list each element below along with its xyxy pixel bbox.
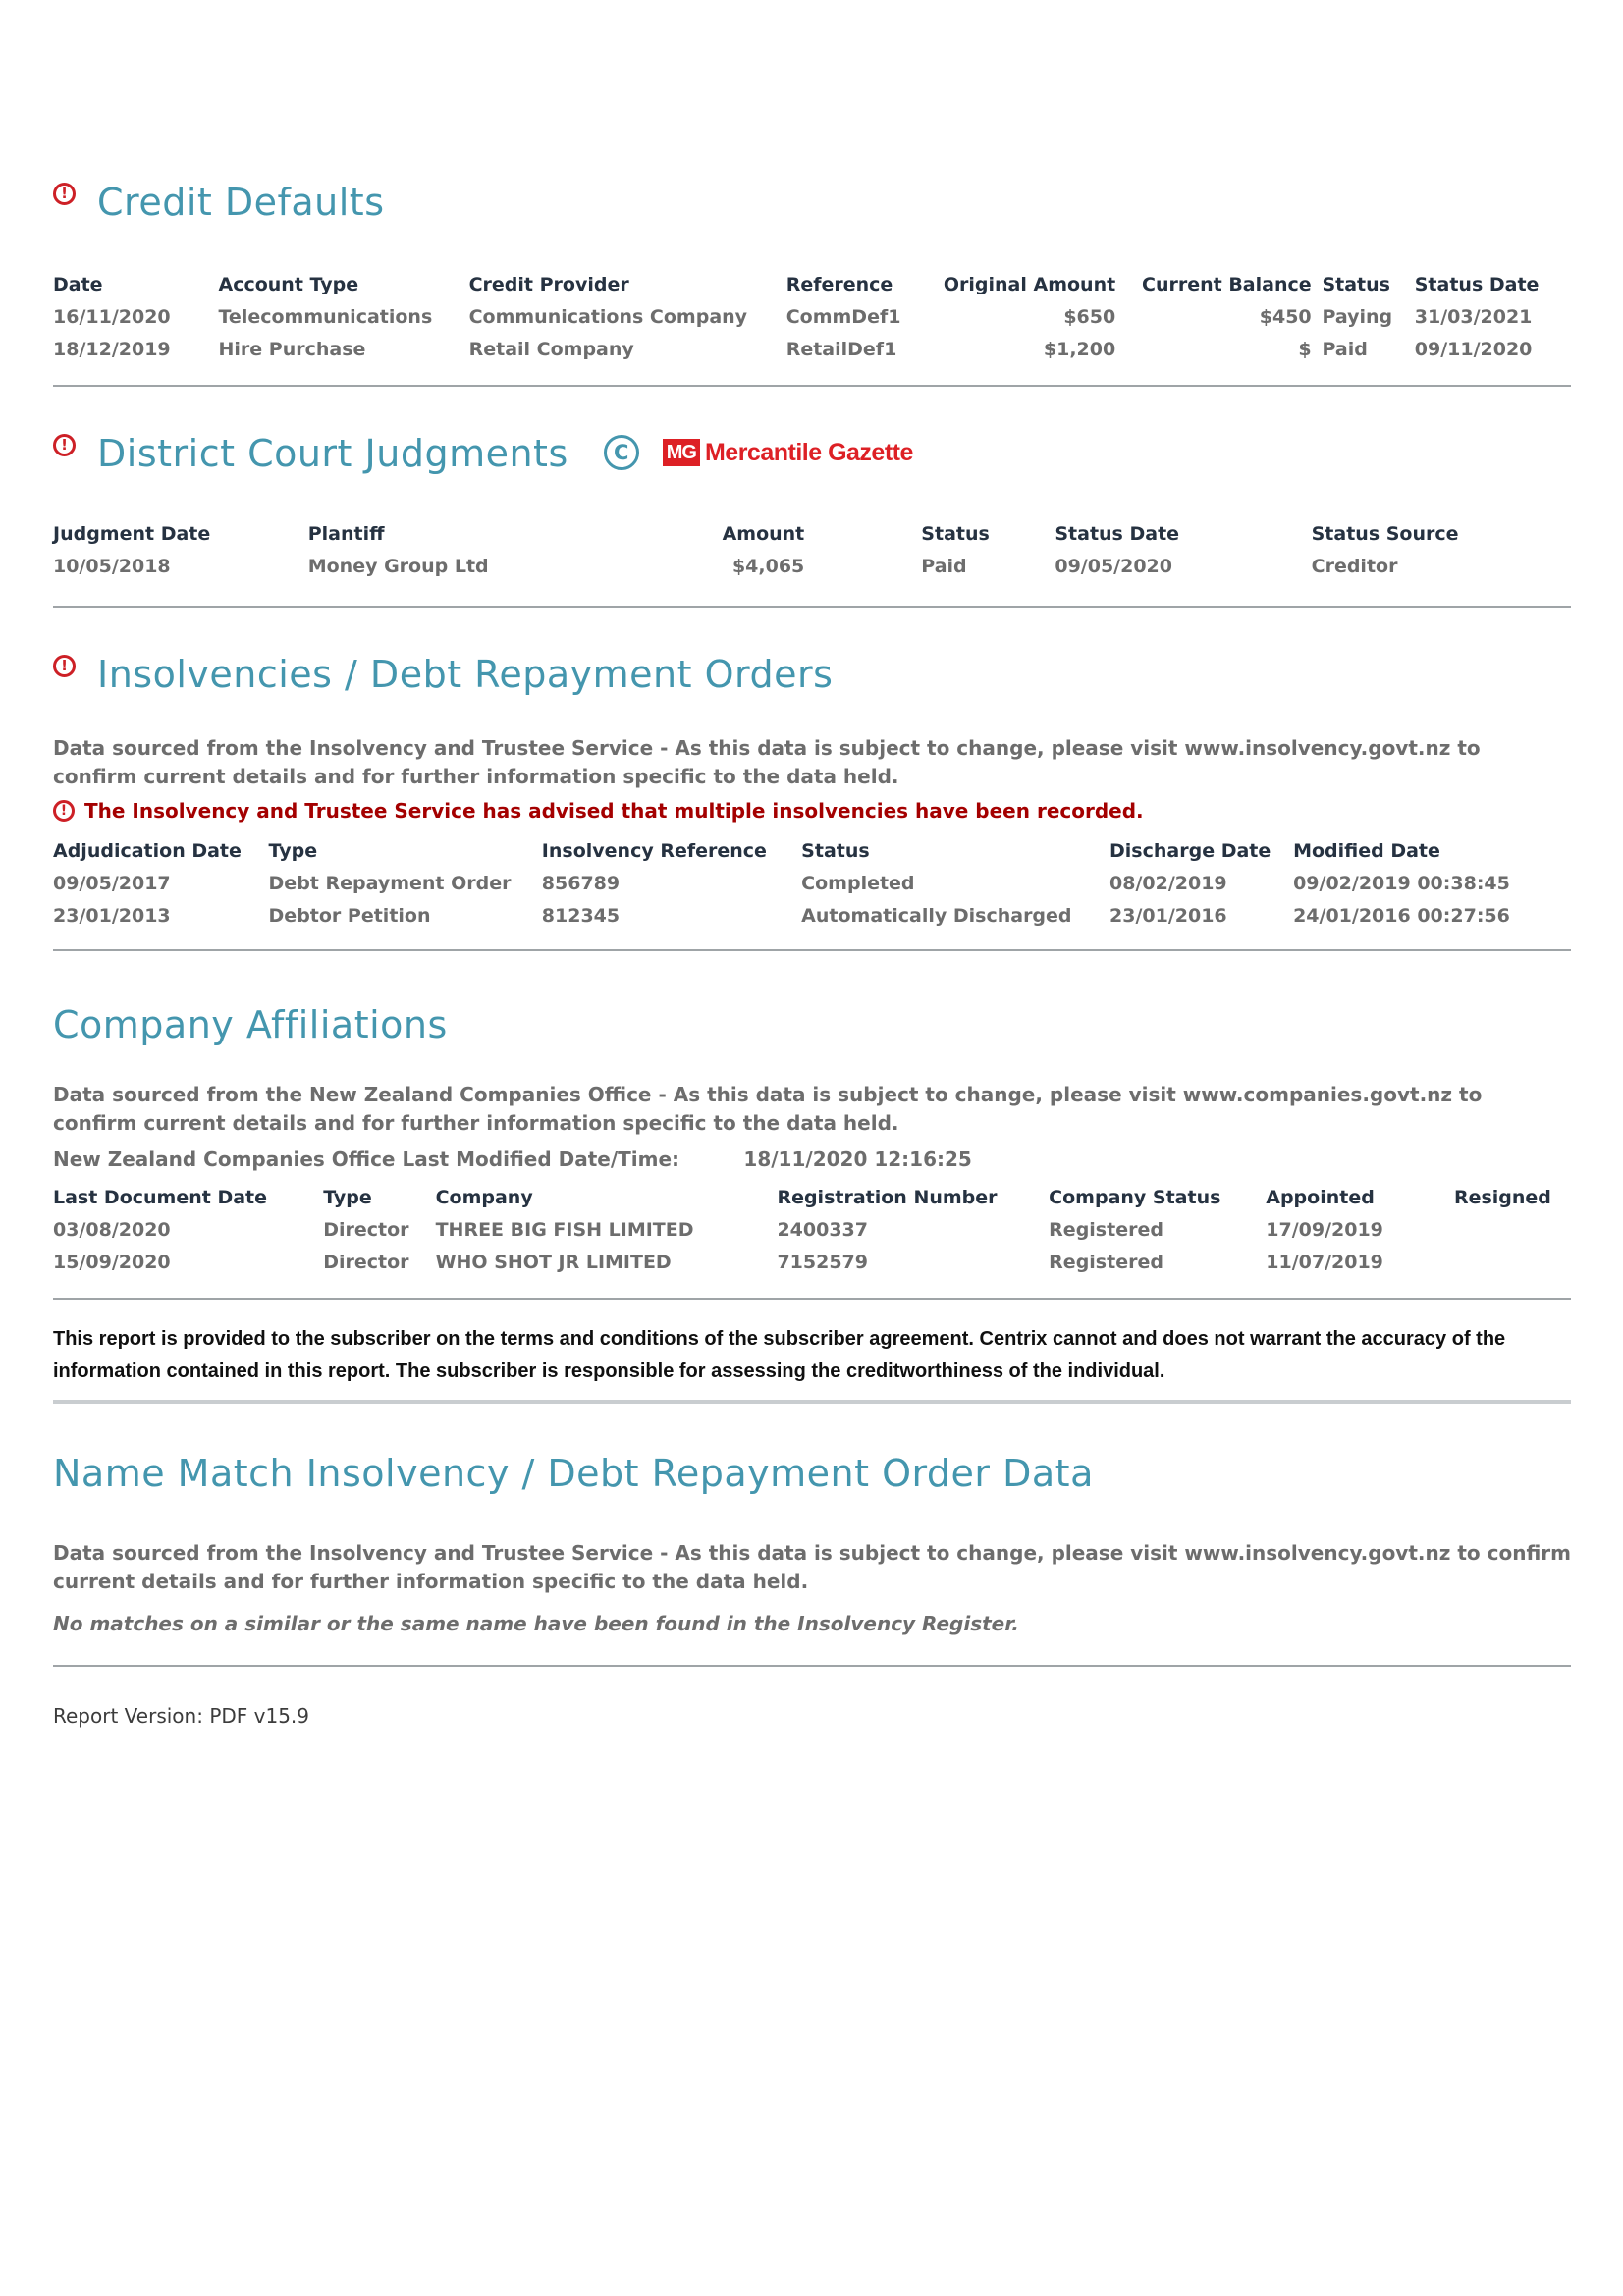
table-cell: Retail Company xyxy=(468,339,634,360)
column-header: Type xyxy=(268,840,318,862)
table-header-row xyxy=(53,840,1571,873)
credit-defaults-table xyxy=(53,274,1571,371)
table-cell: Registered xyxy=(1049,1219,1163,1241)
no-match-note: No matches on a similar or the same name have been found in the Insolvency Register. xyxy=(53,1612,1019,1635)
table-cell: Creditor xyxy=(1311,556,1398,577)
table-cell: 09/02/2019 00:38:45 xyxy=(1293,873,1510,894)
company-affiliations-source-note: Data sourced from the New Zealand Companies Office - As this data is subject to change, please visit www.companies.govt.nz to confirm current details and for further information specific to the data held. xyxy=(53,1083,1483,1135)
mg-logo-text: Mercantile Gazette xyxy=(704,438,913,466)
table-cell: THREE BIG FISH LIMITED xyxy=(435,1219,694,1241)
column-header: Current Balance xyxy=(1142,274,1312,295)
table-header-row xyxy=(53,1187,1571,1219)
section-title: Name Match Insolvency / Debt Repayment Order Data xyxy=(53,1452,1094,1495)
report-version-label: Report Version: xyxy=(53,1704,203,1728)
column-header: Status xyxy=(921,523,990,545)
section-divider xyxy=(53,606,1571,608)
table-cell: 31/03/2021 xyxy=(1414,306,1533,328)
insolvencies-alert xyxy=(53,797,1571,825)
table-cell: 09/05/2017 xyxy=(53,873,171,894)
last-modified-label: New Zealand Companies Office Last Modified Date/Time: xyxy=(53,1148,680,1171)
report-version xyxy=(53,1704,1571,1728)
table-row xyxy=(53,556,1571,588)
companies-office-last-modified xyxy=(53,1148,1571,1173)
column-header: Credit Provider xyxy=(468,274,629,295)
insolvencies-source-note: Data sourced from the Insolvency and Trustee Service - As this data is subject to change, please visit www.insolvency.govt.nz to confirm current details and for further information specific to the data held. xyxy=(53,736,1481,788)
table-cell: 16/11/2020 xyxy=(53,306,171,328)
table-cell: 11/07/2019 xyxy=(1266,1252,1383,1273)
column-header: Account Type xyxy=(218,274,359,295)
table-cell: Communications Company xyxy=(468,306,748,328)
subscriber-disclaimer: This report is provided to the subscriber on the terms and conditions of the subscriber agreement. Centrix cannot and does not warrant the accuracy of the information contained in this report. The subscriber is responsible for assessing the creditworthiness of the individual. xyxy=(53,1328,1506,1382)
column-header: Adjudication Date xyxy=(53,840,242,862)
section-title: District Court Judgments xyxy=(97,432,568,475)
report-version-value: PDF v15.9 xyxy=(209,1704,310,1728)
mg-logo-badge: MG xyxy=(663,439,700,466)
table-cell: Director xyxy=(323,1219,409,1241)
table-cell: CommDef1 xyxy=(785,306,901,328)
table-cell: 08/02/2019 xyxy=(1109,873,1227,894)
table-cell: Automatically Discharged xyxy=(801,905,1072,927)
table-cell: 812345 xyxy=(541,905,621,927)
table-header-row xyxy=(53,274,1571,306)
table-cell: Debtor Petition xyxy=(268,905,431,927)
credit-defaults-heading xyxy=(53,180,1571,225)
table-cell: 18/12/2019 xyxy=(53,339,171,360)
table-cell: $450 xyxy=(1259,306,1312,328)
copyright-icon: C xyxy=(604,435,639,470)
table-cell: 10/05/2018 xyxy=(53,556,171,577)
table-cell: 24/01/2016 00:27:56 xyxy=(1293,905,1510,927)
table-cell: 09/05/2020 xyxy=(1055,556,1172,577)
column-header: Status Date xyxy=(1055,523,1180,545)
column-header: Status xyxy=(801,840,870,862)
table-cell: 03/08/2020 xyxy=(53,1219,171,1241)
table-cell: 17/09/2019 xyxy=(1266,1219,1383,1241)
table-cell: Completed xyxy=(801,873,915,894)
warning-icon: ! xyxy=(53,655,76,677)
warning-icon: ! xyxy=(53,434,76,456)
column-header: Status xyxy=(1322,274,1390,295)
table-cell: 15/09/2020 xyxy=(53,1252,171,1273)
last-modified-value: 18/11/2020 12:16:25 xyxy=(743,1148,972,1171)
table-header-row xyxy=(53,523,1571,556)
column-header: Judgment Date xyxy=(53,523,211,545)
column-header: Plantiff xyxy=(307,523,385,545)
alert-text: The Insolvency and Trustee Service has advised that multiple insolvencies have been recorded. xyxy=(84,799,1144,823)
table-cell: Money Group Ltd xyxy=(307,556,489,577)
column-header: Reference xyxy=(785,274,893,295)
table-cell: $650 xyxy=(1063,306,1116,328)
table-cell: $4,065 xyxy=(731,556,805,577)
district-court-judgments-table xyxy=(53,523,1571,588)
column-header: Amount xyxy=(722,523,805,545)
section-title: Insolvencies / Debt Repayment Orders xyxy=(97,653,834,696)
section-divider xyxy=(53,949,1571,951)
report-content xyxy=(53,0,1571,1728)
district-court-judgments-heading xyxy=(53,431,1571,476)
table-cell: 7152579 xyxy=(777,1252,868,1273)
table-row xyxy=(53,339,1571,371)
table-cell: Paying xyxy=(1322,306,1393,328)
company-affiliations-heading xyxy=(53,1002,1571,1047)
company-affiliations-table xyxy=(53,1187,1571,1284)
table-cell: Telecommunications xyxy=(218,306,433,328)
section-divider xyxy=(53,1298,1571,1300)
column-header: Company Status xyxy=(1049,1187,1221,1208)
column-header: Original Amount xyxy=(943,274,1116,295)
table-row xyxy=(53,905,1571,937)
table-cell: Hire Purchase xyxy=(218,339,366,360)
column-header: Modified Date xyxy=(1293,840,1440,862)
column-header: Type xyxy=(323,1187,372,1208)
section-divider xyxy=(53,385,1571,387)
thick-divider xyxy=(53,1400,1571,1404)
table-cell: Paid xyxy=(1322,339,1368,360)
section-title: Credit Defaults xyxy=(97,181,385,224)
warning-icon: ! xyxy=(53,183,76,205)
column-header: Registration Number xyxy=(777,1187,998,1208)
table-row xyxy=(53,306,1571,339)
table-row xyxy=(53,873,1571,905)
table-cell: RetailDef1 xyxy=(785,339,897,360)
table-cell: $1,200 xyxy=(1043,339,1116,360)
column-header: Discharge Date xyxy=(1109,840,1271,862)
column-header: Appointed xyxy=(1266,1187,1375,1208)
table-cell: 23/01/2016 xyxy=(1109,905,1227,927)
mercantile-gazette-logo xyxy=(604,435,913,470)
insolvencies-table xyxy=(53,840,1571,937)
table-cell: Debt Repayment Order xyxy=(268,873,512,894)
column-header: Resigned xyxy=(1453,1187,1551,1208)
name-match-source-note: Data sourced from the Insolvency and Trustee Service - As this data is subject to change, please visit www.insolvency.govt.nz to confirm current details and for further information specific to the data held. xyxy=(53,1541,1571,1593)
table-cell: Director xyxy=(323,1252,409,1273)
table-cell: 09/11/2020 xyxy=(1414,339,1533,360)
table-row xyxy=(53,1252,1571,1284)
table-cell: 23/01/2013 xyxy=(53,905,171,927)
table-cell: Paid xyxy=(921,556,967,577)
section-divider xyxy=(53,1665,1571,1667)
column-header: Date xyxy=(53,274,103,295)
column-header: Last Document Date xyxy=(53,1187,268,1208)
column-header: Company xyxy=(435,1187,533,1208)
table-cell: WHO SHOT JR LIMITED xyxy=(435,1252,672,1273)
column-header: Status Source xyxy=(1311,523,1459,545)
table-cell: 856789 xyxy=(541,873,621,894)
table-row xyxy=(53,1219,1571,1252)
column-header: Status Date xyxy=(1414,274,1540,295)
column-header: Insolvency Reference xyxy=(541,840,767,862)
table-cell: 2400337 xyxy=(777,1219,868,1241)
insolvencies-heading xyxy=(53,652,1571,697)
section-title: Company Affiliations xyxy=(53,1003,448,1046)
table-cell: $ xyxy=(1298,339,1312,360)
alert-icon: ! xyxy=(53,800,75,822)
table-cell: Registered xyxy=(1049,1252,1163,1273)
name-match-heading xyxy=(53,1451,1571,1496)
